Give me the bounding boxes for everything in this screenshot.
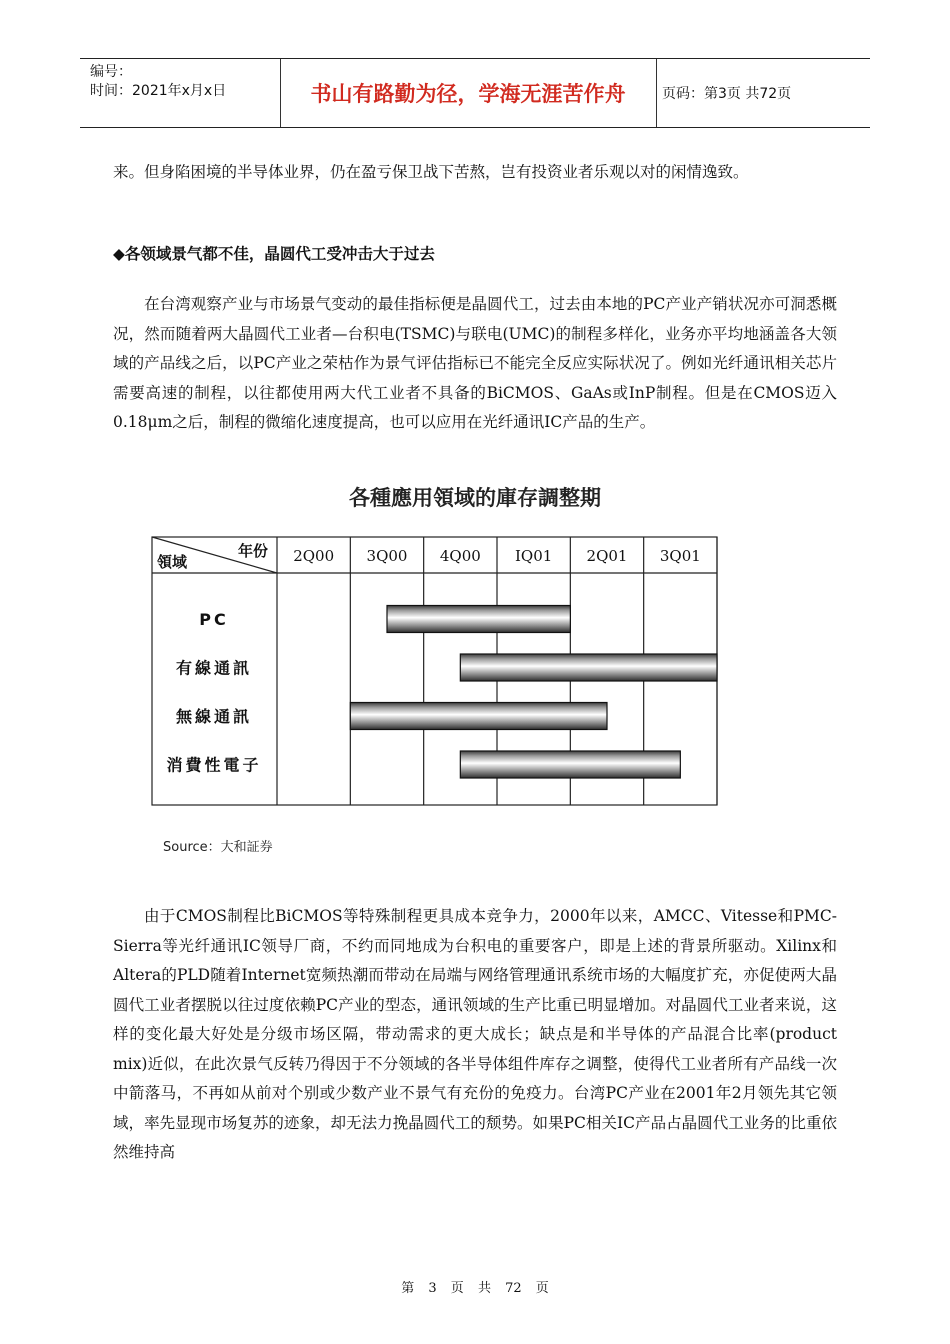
header-page-info: 页码：第3页 共72页 [662,86,792,102]
footer-total-pages: 72 [505,1281,522,1296]
row-label: 有線通訊 [175,658,253,678]
footer-page-number: 3 [428,1281,437,1296]
row-label: 消費性電子 [166,755,262,775]
chart-title: 各種應用領域的庫存調整期 [349,486,601,510]
gantt-bar [460,751,680,778]
header-motto: 书山有路勤为径，学海无涯苦作舟 [310,82,626,106]
gantt-bar [460,654,717,681]
gantt-bar [387,606,570,633]
footer-di: 第 [401,1281,415,1296]
corner-row-label: 年份 [237,542,268,560]
footer-ye: 页 [535,1281,549,1296]
footer-ye: 页 [450,1281,464,1296]
section-heading: ◆各领域景气都不佳，晶圆代工受冲击大于过去 [113,245,435,263]
period-tick-label: IQ01 [515,547,553,565]
gantt-bar [350,703,607,730]
period-tick-label: 4Q00 [439,547,481,565]
corner-col-label: 領域 [157,553,188,571]
chart-source: Source：大和証券 [163,840,273,855]
period-tick-label: 3Q00 [366,547,408,565]
row-label: 無線通訊 [175,707,253,726]
period-tick-label: 2Q00 [293,547,335,565]
row-label: PC [199,610,229,629]
header-time-label: 时间：2021年x月x日 [90,83,227,99]
period-tick-label: 3Q01 [659,547,701,565]
paragraph-2: 在台湾观察产业与市场景气变动的最佳指标便是晶圆代工，过去由本地的PC产业产销状况亦可洞悉概况，然而随着两大晶圆代工业者—台积电(TSMC)与联电(UMC)的制程多样化，业务亦平均地涵盖各大领域的产品线之后，以PC产业之荣枯作为景气评估指标已不能完全反应实际状况了。例如光纤通讯相关芯片需要高速的制程，以往都使用两大代工业者不具备的BiCMOS、GaAs或InP制程。但是在CMOS迈入0.18μm之后，制程的微缩化速度提高，也可以应用在光纤通讯IC产品的生产。 [113,295,837,431]
period-tick-label: 2Q01 [586,547,628,565]
footer-gong: 共 [477,1281,491,1296]
paragraph-3: 由于CMOS制程比BiCMOS等特殊制程更具成本竞争力，2000年以来，AMCC、Vitesse和PMC-Sierra等光纤通讯IC领导厂商，不约而同地成为台积电的重要客户，即是上述的背景所驱动。Xilinx和Altera的PLD随着Internet宽频热潮而带动在局端与网络管理通讯系统市场的大幅度扩充，亦促使两大晶圆代工业者摆脱以往过度依赖PC产业的型态，通讯领域的生产比重已明显增加。对晶圆代工业者来说，这样的变化最大好处是分级市场区隔，带动需求的更大成长；缺点是和半导体的产品混合比率(product mix)近似，在此次景气反转乃得因于不分领域的各半导体组件库存之调整，使得代工业者所有产品线一次中箭落马，不再如从前对个别或少数产业不景气有充份的免疫力。台湾PC产业在2001年2月领先其它领域，率先显现市场复苏的迹象，却无法力挽晶圆代工的颓势。如果PC相关IC产品占晶圆代工业务的比重依然维持高 [113,907,837,1161]
page-footer [0,1277,950,1296]
paragraph-1: 来。但身陷困境的半导体业界，仍在盈亏保卫战下苦熬，岂有投资业者乐观以对的闲情逸致。 [113,163,749,181]
header-number-label: 编号： [90,64,132,80]
